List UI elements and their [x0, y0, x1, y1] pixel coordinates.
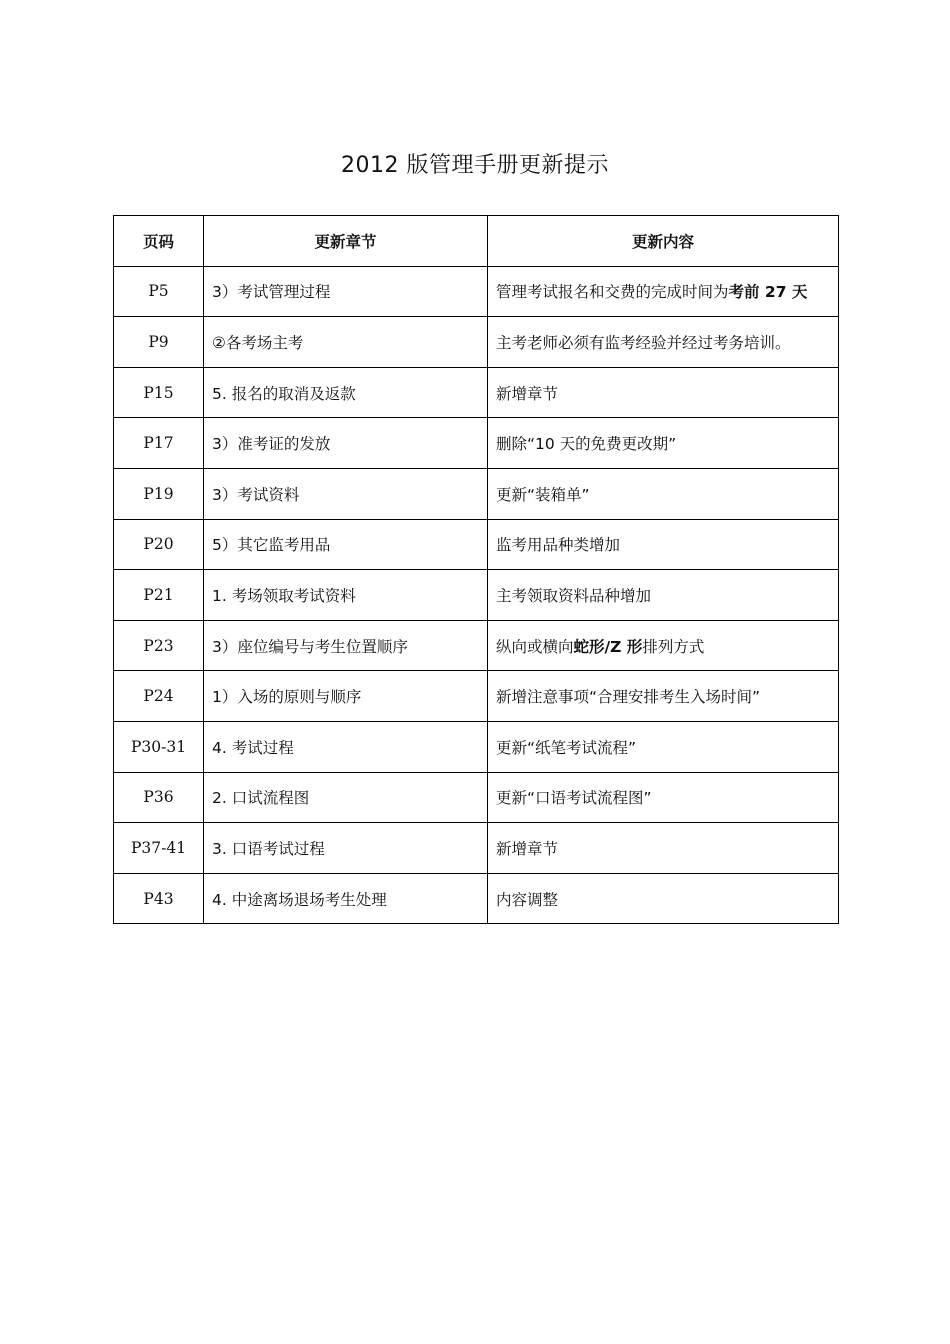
row-content-pre: 纵向或横向: [496, 637, 574, 656]
row-section: 4. 考试过程: [204, 721, 488, 772]
row-content-post: 排列方式: [642, 637, 705, 656]
row-page-number: P15: [114, 367, 204, 418]
table-row: [114, 721, 839, 772]
table-row: [114, 772, 839, 823]
table-row: [114, 671, 839, 722]
row-content-pre: 新增章节: [496, 384, 559, 403]
row-content: [488, 873, 839, 924]
table-row: [114, 266, 839, 317]
row-section: 3）考试管理过程: [204, 266, 488, 317]
row-section: 1. 考场领取考试资料: [204, 570, 488, 621]
row-content-pre: 监考用品种类增加: [496, 536, 621, 555]
row-page-number: P37-41: [114, 823, 204, 874]
row-section: 3）准考证的发放: [204, 418, 488, 469]
row-content: [488, 671, 839, 722]
table-row: [114, 570, 839, 621]
row-content-bold: 蛇形/Z 形: [573, 637, 643, 656]
row-page-number: P21: [114, 570, 204, 621]
row-content: [488, 468, 839, 519]
header-content: 更新内容: [488, 216, 839, 267]
row-page-number: P23: [114, 620, 204, 671]
row-content-pre: 主考领取资料品种增加: [496, 586, 652, 605]
table-row: [114, 519, 839, 570]
row-content-pre: 内容调整: [496, 890, 559, 909]
row-content: [488, 367, 839, 418]
row-section: 1）入场的原则与顺序: [204, 671, 488, 722]
row-section: 3）座位编号与考生位置顺序: [204, 620, 488, 671]
update-table: [113, 215, 839, 924]
row-page-number: P20: [114, 519, 204, 570]
row-page-number: P36: [114, 772, 204, 823]
table-row: [114, 873, 839, 924]
table-row: [114, 367, 839, 418]
row-page-number: P5: [114, 266, 204, 317]
row-content-pre: 更新“纸笔考试流程”: [496, 738, 637, 757]
row-page-number: P19: [114, 468, 204, 519]
table-body: [114, 266, 839, 924]
row-content-bold: 考前 27 天: [728, 283, 808, 302]
row-page-number: P9: [114, 317, 204, 368]
row-content: [488, 266, 839, 317]
row-page-number: P43: [114, 873, 204, 924]
table-row: [114, 823, 839, 874]
row-section: 5）其它监考用品: [204, 519, 488, 570]
row-content: [488, 772, 839, 823]
row-section: 5. 报名的取消及返款: [204, 367, 488, 418]
table-row: [114, 317, 839, 368]
row-section: 3）考试资料: [204, 468, 488, 519]
header-section: 更新章节: [204, 216, 488, 267]
row-content-pre: 主考老师必须有监考经验并经过考务培训。: [496, 333, 791, 352]
row-content-pre: 更新“口语考试流程图”: [496, 789, 652, 808]
header-page: 页码: [114, 216, 204, 267]
row-content: [488, 519, 839, 570]
row-content-pre: 新增章节: [496, 839, 559, 858]
row-content-pre: 更新“装箱单”: [496, 485, 590, 504]
document-title: 2012 版管理手册更新提示: [341, 153, 609, 178]
table-row: [114, 620, 839, 671]
row-section: 4. 中途离场退场考生处理: [204, 873, 488, 924]
table-row: [114, 418, 839, 469]
row-content: [488, 317, 839, 368]
row-content: [488, 823, 839, 874]
row-content: [488, 570, 839, 621]
row-content: [488, 721, 839, 772]
row-page-number: P17: [114, 418, 204, 469]
row-section: 2. 口试流程图: [204, 772, 488, 823]
row-content: [488, 418, 839, 469]
row-section: ②各考场主考: [204, 317, 488, 368]
row-content-pre: 管理考试报名和交费的完成时间为: [496, 283, 729, 302]
row-section: 3. 口语考试过程: [204, 823, 488, 874]
row-content: [488, 620, 839, 671]
row-page-number: P24: [114, 671, 204, 722]
table-header-row: [114, 216, 839, 267]
row-content-pre: 新增注意事项“合理安排考生入场时间”: [496, 688, 761, 707]
row-page-number: P30-31: [114, 721, 204, 772]
table-row: [114, 468, 839, 519]
row-content-pre: 删除“10 天的免费更改期”: [496, 435, 677, 454]
